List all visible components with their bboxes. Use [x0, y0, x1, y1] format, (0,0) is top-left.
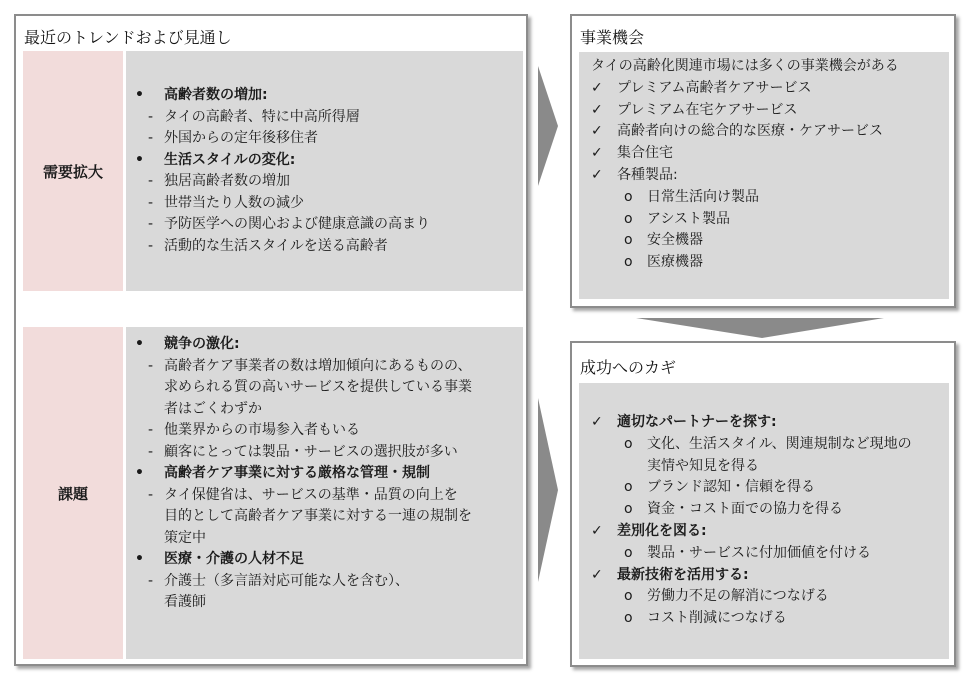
dash-item: - 他業界からの市場参入者もいる [126, 420, 523, 442]
bullet-heading: • 高齢者ケア事業に対する厳格な管理・規制 [126, 463, 523, 485]
dash-item: - 介護士（多言語対応可能な人を含む）、 [126, 571, 523, 593]
continuation-line: 策定中 [164, 529, 206, 546]
continuation-line: 求められる質の高いサービスを提供している事業 [164, 379, 472, 395]
issues-label: 課題 [57, 484, 88, 503]
circle-item: o 文化、生活スタイル、関連規制など現地の [579, 434, 949, 456]
dash-item: - 顧客にとっては製品・サービスの選択肢が多い [126, 442, 523, 464]
circle-item: o アシスト製品 [579, 209, 949, 231]
check-item: ✓ プレミアム在宅ケアサービス [579, 100, 949, 122]
check-item: ✓ 集合住宅 [579, 143, 949, 165]
dash-item: - 独居高齢者数の増加 [126, 171, 523, 193]
bullet-heading: • 高齢者数の増加: [126, 85, 523, 107]
arrow-right-bottom [538, 398, 558, 582]
check-item: ✓ 高齢者向けの総合的な医療・ケアサービス [579, 121, 949, 143]
circle-item: o 医療機器 [579, 252, 949, 274]
bullet-heading: • 生活スタイルの変化: [126, 150, 523, 172]
circle-item: o 労働力不足の解消につなげる [579, 586, 949, 608]
continuation-line: 実情や知見を得る [647, 457, 759, 474]
check-heading: ✓ 差別化を図る: [579, 521, 949, 543]
dash-item: - 活動的な生活スタイルを送る高齢者 [126, 236, 523, 258]
demand-label: 需要拡大 [42, 162, 103, 181]
continuation-line: 看護師 [164, 594, 206, 610]
dash-item: - 高齢者ケア事業者の数は増加傾向にあるものの、 [126, 356, 523, 378]
circle-item: o コスト削減につなげる [579, 608, 949, 630]
bullet-heading: • 競争の激化: [126, 334, 523, 356]
dash-item: - 外国からの定年後移住者 [126, 128, 523, 150]
dash-item: - 予防医学への関心および健康意識の高まり [126, 214, 523, 236]
arrow-right-top [538, 66, 558, 186]
intro-text: タイの高齢化関連市場には多くの事業機会がある [591, 58, 899, 74]
bullet-heading: • 医療・介護の人材不足 [126, 549, 523, 571]
check-item: ✓ 各種製品: [579, 165, 949, 187]
check-heading: ✓ 適切なパートナーを探す: [579, 412, 949, 434]
circle-item: o 安全機器 [579, 230, 949, 252]
circle-item: o 日常生活向け製品 [579, 187, 949, 209]
circle-item: o 資金・コスト面での協力を得る [579, 499, 949, 521]
dash-item: - タイの高齢者、特に中高所得層 [126, 107, 523, 129]
circle-item: o ブランド認知・信頼を得る [579, 477, 949, 499]
trends-panel-title: 最近のトレンドおよび見通し [24, 28, 232, 47]
success-panel-title: 成功へのカギ [580, 358, 677, 377]
arrow-down [636, 318, 884, 338]
continuation-line: 者はごくわずか [164, 400, 262, 417]
continuation-line: 目的として高齢者ケア事業に対する一連の規制を [164, 508, 472, 524]
dash-item: - 世帯当たり人数の減少 [126, 193, 523, 215]
check-heading: ✓ 最新技術を活用する: [579, 565, 949, 587]
opportunity-panel-title: 事業機会 [580, 28, 645, 47]
circle-item: o 製品・サービスに付加価値を付ける [579, 543, 949, 565]
check-item: ✓ プレミアム高齢者ケアサービス [579, 78, 949, 100]
dash-item: - タイ保健省は、サービスの基準・品質の向上を [126, 485, 523, 507]
